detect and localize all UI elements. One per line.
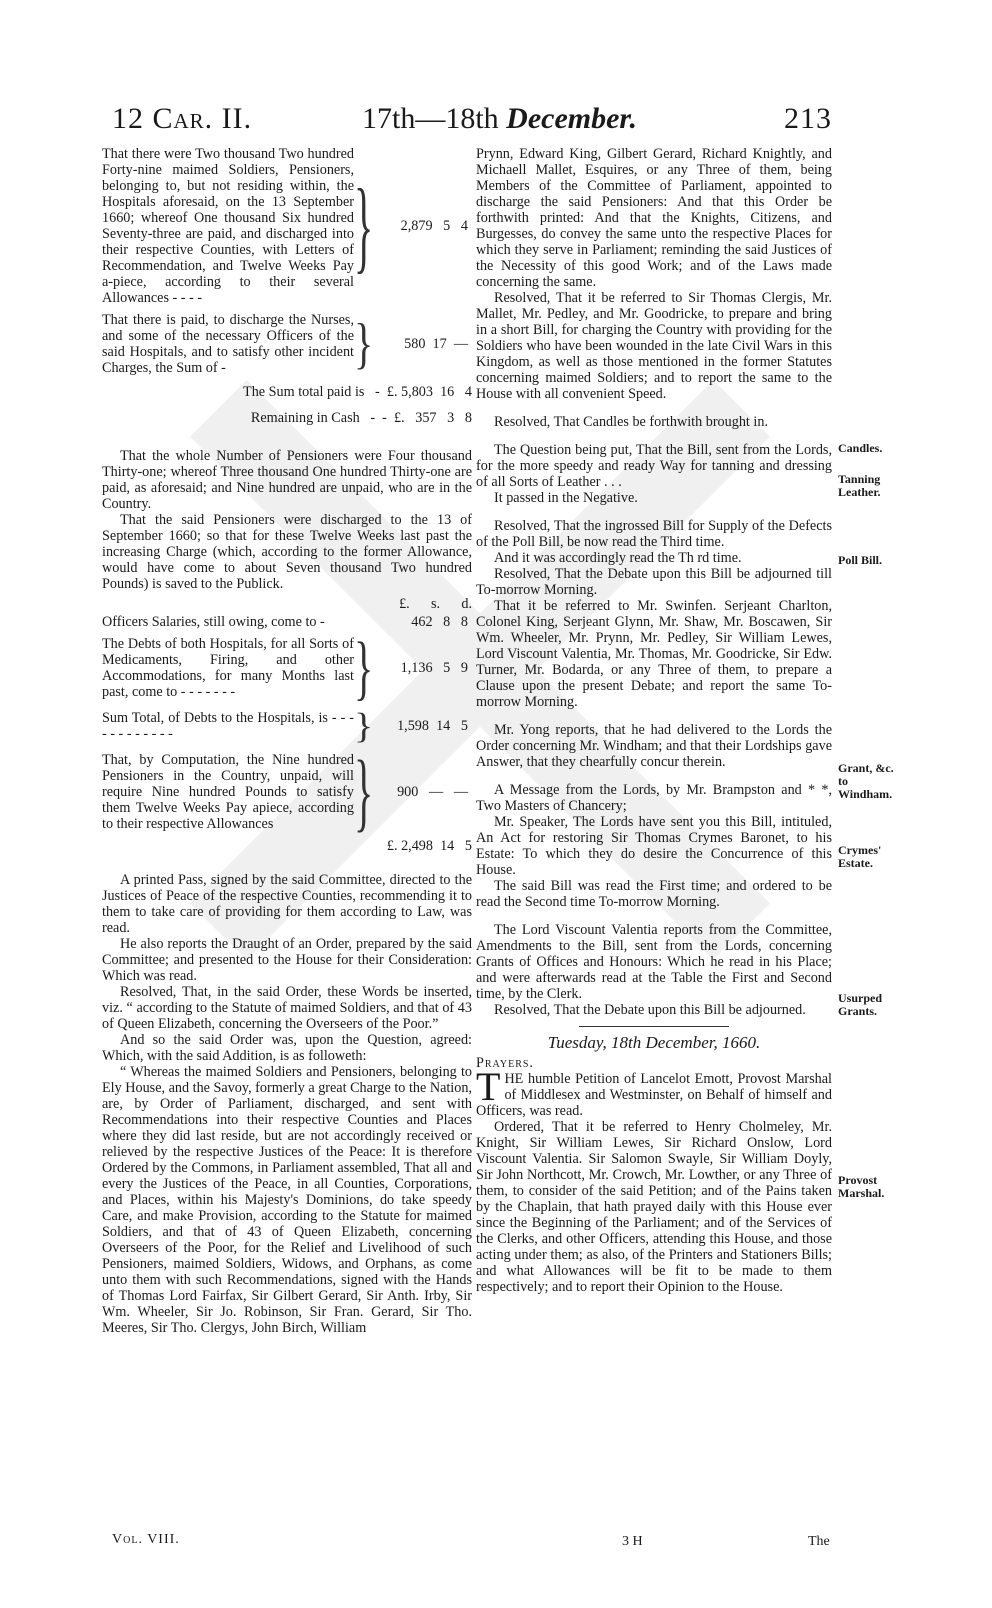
paragraph: Resolved, That the Debate upon this Bill be adjourned. <box>494 1002 806 1018</box>
account-amount-pensioners: 2,879 5 4 <box>400 218 468 234</box>
section-divider <box>579 1026 729 1027</box>
paragraph: It passed in the Negative. <box>494 490 638 506</box>
paragraph: Mr. Yong reports, that he had delivered to the Lords the Order concerning Mr. Windham; and that their Lordships gave Answer, that they chearfully concur therein. <box>476 722 832 770</box>
account-row-salaries <box>102 614 472 630</box>
header-days: 17th—18th <box>362 102 499 135</box>
paragraph: The Question being put, That the Bill, sent from the Lords, for the more speedy and ready Way for tanning and dressing of all Sorts of Leather . . . <box>476 442 832 490</box>
brace-icon: } <box>354 166 374 284</box>
paragraph: He also reports the Draught of an Order, prepared by the said Committee; and presented to the House for their Consideration: Which was read. <box>102 936 472 984</box>
margin-note-crymes: Crymes' Estate. <box>838 843 882 870</box>
account-row-pensioners <box>102 146 472 306</box>
remaining-in-cash: Remaining in Cash - - £. 357 3 8 <box>250 410 472 426</box>
account-amount-debts: 1,136 5 9 <box>400 660 468 676</box>
account-amount-salaries: 462 8 8 <box>411 614 468 630</box>
account-text-pensioners: That there were Two thousand Two hundred Forty-nine maimed Soldiers, Pensioners, belonging to, but not residing within, the Hospitals aforesaid, on the 13 September 1660; whereof One thousand Six hundred Seventy-three are paid, and discharged into their respective Counties, with Letters of Recommendation, and Twelve Weeks Pay a-piece, according to their several Allowances - - - - <box>102 146 354 306</box>
signature-mark: 3 H <box>622 1534 643 1549</box>
paragraph: Mr. Speaker, The Lords have sent you this Bill, intituled, An Act for restoring Sir Thomas Crymes Baronet, to his Estate: To which they do desire the Concurrence of this House. <box>476 814 832 878</box>
grand-total: £. 2,498 14 5 <box>386 838 472 854</box>
account-table-1 <box>102 146 472 426</box>
account-text-nine-hundred: That, by Computation, the Nine hundred Pensioners in the Country, unpaid, will require Nine hundred Pounds to satisfy them Twelve Weeks Pay apiece, according to their respective Allowances <box>102 752 354 832</box>
paragraph: And so the said Order was, upon the Question, agreed: Which, with the said Addition, is as followeth: <box>102 1032 472 1064</box>
account-text-sum-debts: Sum Total, of Debts to the Hospitals, is - - - - - - - - - - - - <box>102 710 354 742</box>
sum-total-paid: The Sum total paid is - £. 5,803 16 4 <box>243 384 472 400</box>
currency-header: £. s. d. <box>399 596 472 612</box>
account-text-nurses: That there is paid, to discharge the Nurses, and some of the necessary Officers of the said Hospitals, and to satisfy other incident Charges, the Sum of - <box>102 312 354 376</box>
day-title: Tuesday, 18th December, 1660. <box>547 1033 761 1052</box>
catchword: The <box>808 1534 830 1549</box>
paragraph: A printed Pass, signed by the said Committee, directed to the Justices of Peace of the respective Counties, recommending it to them to take care of providing for them according to Law, was read. <box>102 872 472 936</box>
brace-icon: } <box>354 741 374 841</box>
paragraph: HE humble Petition of Lancelot Emott, Provost Marshal of Middlesex and Westminster, on Behalf of himself and Officers, was read. <box>476 1071 832 1119</box>
paragraph: Resolved, That the Debate upon this Bill be adjourned till To-morrow Morning. <box>476 566 832 598</box>
prayers-heading: Prayers. <box>476 1055 534 1071</box>
margin-note-provost: Provost Marshal. <box>838 1173 885 1200</box>
header-center <box>362 102 637 136</box>
drop-cap: T <box>476 1064 501 1109</box>
paragraph: And it was accordingly read the Th rd time. <box>494 550 742 566</box>
paragraph: Resolved, That, in the said Order, these Words be inserted, viz. “ according to the Statute of maimed Soldiers, and that of 43 of Queen Elizabeth, concerning the Overseers of the Poor.” <box>102 984 472 1032</box>
paragraph: Resolved, That it be referred to Sir Thomas Clergis, Mr. Mallet, Mr. Pedley, and Mr. Goodricke, to prepare and bring in a short Bill, for charging the Country with providing for the Soldiers who have been wounded in the late Civil Wars in this Kingdom, as well as those mentioned in the former Statutes concerning maimed Soldiers; and to report the same to the House with all convenient Speed. <box>476 290 832 402</box>
account-row-debts <box>102 626 472 708</box>
account-row-nurses <box>102 312 472 376</box>
paragraph: That the whole Number of Pensioners were Four thousand Thirty-one; whereof Three thousand One hundred Thirty-one are paid, as aforesaid; and Nine hundred are unpaid, who are in the Country. <box>102 448 472 512</box>
margin-note-grant: Grant, &c. to Windham. <box>838 761 894 801</box>
account-amount-nurses: 580 17 — <box>404 336 468 352</box>
left-column <box>102 146 472 1336</box>
account-row-sum-debts <box>102 706 472 746</box>
paragraph: Prynn, Edward King, Gilbert Gerard, Richard Knightly, and Michaell Mallet, Esquires, or any Three of them, being Members of the Committee of Parliament, appointed to discharge the said Pensioners: And that this Order be forthwith printed: And that the Knights, Citizens, and Burgesses, do convey the same unto the respective Places for which they serve in Parliament; reminding the said Justices of the Necessity of this good Work; and of the Laws made concerning the same. <box>476 146 832 290</box>
volume-label: Vol. VIII. <box>112 1532 180 1547</box>
account-text-salaries: Officers Salaries, still owing, come to - <box>102 614 325 630</box>
paragraph: The Lord Viscount Valentia reports from the Committee, Amendments to the Bill, sent from the Lords, concerning Grants of Offices and Honours: Which he read in his Place; and were afterwards read at the Table the First and Second time, by the Clerk. <box>476 922 832 1002</box>
brace-icon: } <box>354 626 374 708</box>
margin-note-poll: Poll Bill. <box>838 553 883 567</box>
brace-icon: } <box>354 705 374 746</box>
account-row-nine-hundred <box>102 741 472 841</box>
margin-note-candles: Candles. <box>838 441 883 455</box>
margin-note-tanning: Tanning Leather. <box>838 472 881 499</box>
paragraph: That it be referred to Mr. Swinfen. Serjeant Charlton, Colonel King, Serjeant Glynn, Mr. Shaw, Mr. Boscawen, Sir Wm. Wheeler, Mr. Prynn, Mr. Pedley, Sir William Lewes, Lord Viscount Valentia, Mr. Thomas, Mr. Goodricke, Sir Edw. Turner, Mr. Bodarda, or any Three of them, to prepare a Clause upon the present Debate; and report the same To-morrow Morning. <box>476 598 832 710</box>
account-amount-sum-debts: 1,598 14 5 <box>397 718 468 734</box>
paragraph: Resolved, That the ingrossed Bill for Supply of the Defects of the Poll Bill, be now read the Third time. <box>476 518 832 550</box>
paragraph: A Message from the Lords, by Mr. Brampston and * *, Two Masters of Chancery; <box>476 782 832 814</box>
page-number: 213 <box>784 102 832 135</box>
paragraph: Resolved, That Candles be forthwith brought in. <box>494 414 768 430</box>
petition-paragraph <box>476 1064 832 1119</box>
paragraph: “ Whereas the maimed Soldiers and Pensioners, belonging to Ely House, and the Savoy, formerly a great Charge to the Nation, are, by Order of Parliament, discharged, and sent with Recommendations into their respective Counties and Places where they did last reside, but are not accordingly received or relieved by the respective Justices of the Peace: It is therefore Ordered by the Commons, in Parliament assembled, That all and every the Justices of the Peace, in all Counties, Corporations, and Places, within his Majesty's Dominions, do take speedy Care, and make Provision, according to the Statute for maimed Soldiers, and that of 43 of Queen Elizabeth, concerning Overseers of the Poor, for the Relief and Livelihood of such Pensioners, maimed Soldiers, Widows, and Orphans, as come unto them with such Recommendations, signed with the Hands of Thomas Lord Fairfax, Sir Gilbert Gerard, Sir Anth. Irby, Sir Wm. Wheeler, Sir Jo. Robinson, Sir Fran. Gerard, Sir Tho. Meeres, Sir Tho. Clergys, John Birch, William <box>102 1064 472 1336</box>
right-column <box>476 146 832 1295</box>
margin-note-usurped: Usurped Grants. <box>838 991 883 1018</box>
brace-icon: } <box>354 311 374 375</box>
paragraph: That the said Pensioners were discharged to the 13 of September 1660; so that for these Twelve Weeks last past the increasing Charge (which, according to the former Allowance, would have come to about Seven thousand Two hundred Pounds) is saved to the Publick. <box>102 512 472 592</box>
paragraph: Ordered, That it be referred to Henry Cholmeley, Mr. Knight, Sir William Lewes, Sir Richard Onslow, Lord Viscount Valentia. Sir Salomon Swayle, Sir William Doyly, Sir John Northcott, Mr. Crowch, Mr. Lowther, or any Three of them, to consider of the said Petition; and of the Pains taken by the Chaplain, that hath prayed daily with this House ever since the Beginning of the Parliament; and of the Services of the Clerks, and other Officers, attending this House, and those acting under them; as also, of the Printers and Stationers Bills; and what Allowances will be fit to be made to them respectively; and to report their Opinion to the House. <box>476 1119 832 1295</box>
header-month: December. <box>506 102 637 135</box>
account-text-debts: The Debts of both Hospitals, for all Sorts of Medicaments, Firing, and other Accommodations, for many Months last past, come to - - - - - - - <box>102 636 354 700</box>
header-left: 12 Car. II. <box>112 102 253 135</box>
account-amount-nine-hundred: 900 — — <box>397 784 468 800</box>
paragraph: The said Bill was read the First time; and ordered to be read the Second time To-morrow Morning. <box>476 878 832 910</box>
